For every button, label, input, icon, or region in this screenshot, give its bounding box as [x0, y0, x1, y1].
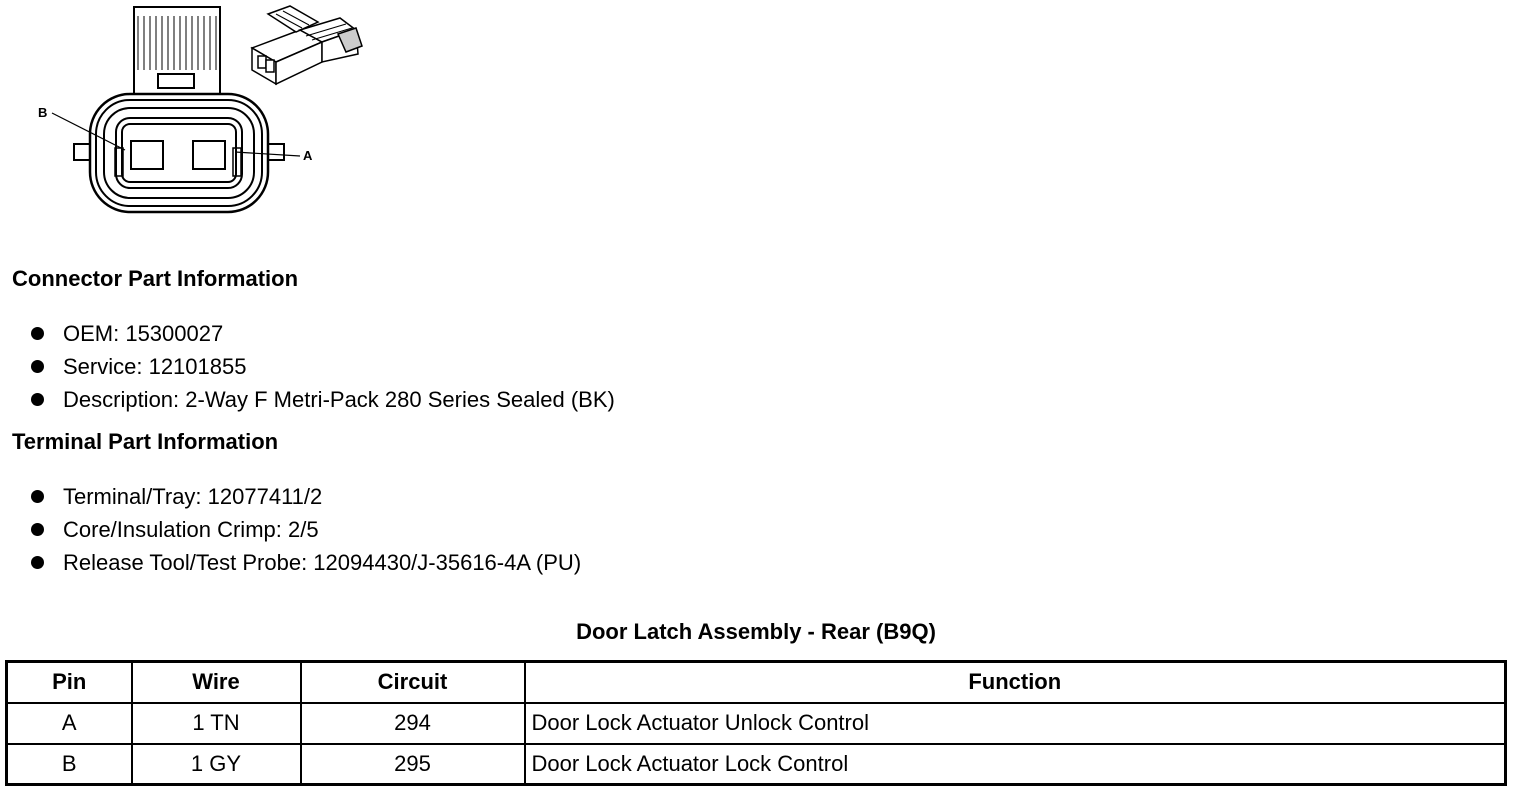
- connector-face-diagram: [0, 0, 380, 230]
- column-header-function: Function: [525, 662, 1506, 703]
- column-header-wire: Wire: [132, 662, 301, 703]
- service-part-number: Service: 12101855: [63, 354, 247, 379]
- list-item: [30, 350, 615, 383]
- bullet-icon: [31, 393, 44, 406]
- list-item: [30, 546, 581, 579]
- cell-circuit: 294: [301, 703, 525, 744]
- list-item: [30, 513, 581, 546]
- cell-function: Door Lock Actuator Unlock Control: [525, 703, 1506, 744]
- core-insulation-crimp: Core/Insulation Crimp: 2/5: [63, 517, 319, 542]
- connector-info-title: Connector Part Information: [12, 266, 299, 291]
- terminal-tray: Terminal/Tray: 12077411/2: [63, 484, 323, 509]
- bullet-icon: [31, 556, 44, 569]
- list-item: [30, 480, 581, 513]
- oem-part-number: OEM: 15300027: [63, 321, 224, 346]
- cell-pin: A: [7, 703, 132, 744]
- cell-pin: B: [7, 744, 132, 785]
- pin-label-b: B: [38, 105, 48, 120]
- pin-label-a: A: [303, 148, 313, 163]
- pin-out-table: [5, 660, 1507, 786]
- table-row: [7, 703, 1506, 744]
- cell-wire: 1 GY: [132, 744, 301, 785]
- column-header-pin: Pin: [7, 662, 132, 703]
- table-row: [7, 744, 1506, 785]
- bullet-icon: [31, 327, 44, 340]
- cell-function: Door Lock Actuator Lock Control: [525, 744, 1506, 785]
- release-tool-test-probe: Release Tool/Test Probe: 12094430/J-35616-4A (PU): [63, 550, 582, 575]
- table-header-row: [7, 662, 1506, 703]
- list-item: [30, 317, 615, 350]
- bullet-icon: [31, 360, 44, 373]
- connector-isometric-thumbnail: [252, 6, 362, 84]
- connector-description: Description: 2-Way F Metri-Pack 280 Series Sealed (BK): [63, 387, 615, 412]
- connector-info-list: [30, 317, 615, 416]
- cell-wire: 1 TN: [132, 703, 301, 744]
- bullet-icon: [31, 523, 44, 536]
- list-item: [30, 383, 615, 416]
- cell-circuit: 295: [301, 744, 525, 785]
- terminal-info-list: [30, 480, 581, 579]
- terminal-info-title: Terminal Part Information: [12, 429, 279, 454]
- table-title: Door Latch Assembly - Rear (B9Q): [576, 619, 936, 644]
- bullet-icon: [31, 490, 44, 503]
- column-header-circuit: Circuit: [301, 662, 525, 703]
